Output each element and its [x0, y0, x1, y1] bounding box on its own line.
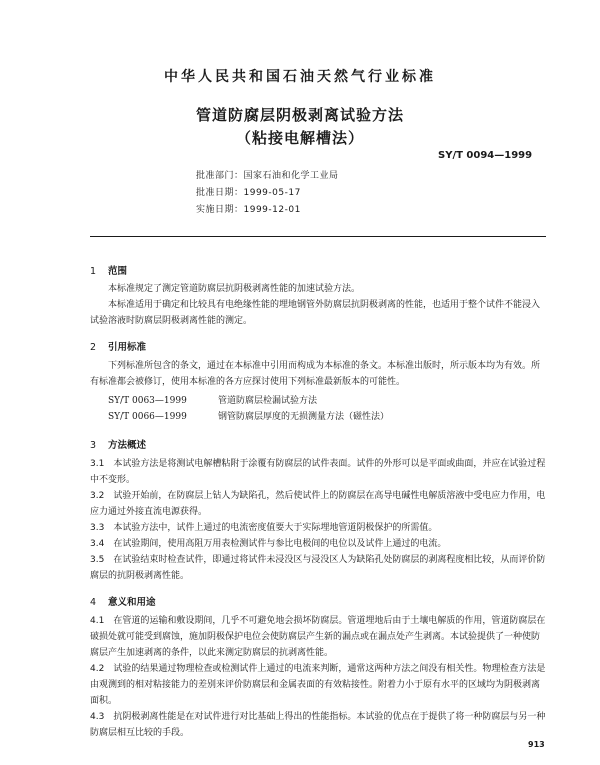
- standard-number: SY/T 0094—1999: [438, 150, 533, 161]
- section-1-heading: [90, 263, 127, 277]
- issuing-organization: 中华人民共和国石油天然气行业标准: [164, 69, 436, 85]
- section-2-number: 2: [90, 342, 97, 353]
- header-divider: [90, 236, 546, 237]
- reference-item: [108, 393, 317, 406]
- section-1-body: [90, 281, 546, 329]
- reference-code: SY/T 0063—1999: [108, 396, 187, 406]
- section-4-heading: [90, 594, 156, 608]
- section-3-title: 方法概述: [108, 440, 147, 451]
- reference-name: 管道防腐层检漏试验方法: [218, 396, 318, 406]
- reference-item: [108, 409, 389, 422]
- clause: 3.4 在试验期间，使用高阻万用表检测试件与参比电极间的电位以及试件上通过的电流。: [90, 539, 447, 549]
- document-subtitle: （粘接电解槽法）: [235, 129, 364, 147]
- clause: 3.5 在试验结束时检查试件，即通过将试件未浸没区与浸没区人为缺陷孔处防腐层的剥离程度相比较，从而评价防腐层的抗阴极剥离性能。: [90, 555, 546, 581]
- implementation-date: 实施日期：1999-12-01: [196, 205, 301, 215]
- approval-department: 批准部门：国家石油和化学工业局: [196, 171, 339, 181]
- approval-date: 批准日期：1999-05-17: [196, 188, 301, 198]
- section-4-body: [90, 613, 546, 741]
- clause: 4.1 在管道的运输和敷设期间，几乎不可避免地会损坏防腐层。管道埋地后由于土壤电解质的作用，管道防腐层在破损处就可能受到腐蚀，施加阴极保护电位会使防腐层产生新的漏点或在漏点处产生剥离。本试验提供了一种使防腐层产生加速剥离的条件，以此来测定防腐层的抗剥离性能。: [90, 616, 546, 658]
- section-3-heading: [90, 437, 146, 451]
- section-3-body: [90, 456, 546, 584]
- reference-name: 钢管防腐层厚度的无损测量方法（磁性法）: [218, 412, 390, 422]
- section-1-number: 1: [90, 266, 97, 277]
- clause: 3.2 试验开始前，在防腐层上钻人为缺陷孔，然后使试件上的防腐层在高导电碱性电解质溶液中受电应力作用，电应力通过外接直流电源获得。: [90, 491, 546, 517]
- section-4-title: 意义和用途: [108, 597, 156, 608]
- paragraph: 本标准适用于确定和比较具有电绝缘性能的埋地钢管外防腐层抗阴极剥离的性能，也适用于整个试件不能浸入试验溶液时防腐层阴极剥离性能的测定。: [90, 300, 541, 326]
- clause: 4.2 试验的结果通过物理检查或检测试件上通过的电流来判断，通常这两种方法之间没有相关性。物理检查方法是由观测到的相对粘接能力的差别来评价防腐层和金属表面的有效粘接性。附着力小于原有水平的区域均为阴极剥离面积。: [90, 664, 546, 706]
- section-3-number: 3: [90, 440, 97, 451]
- section-2-title: 引用标准: [108, 342, 147, 353]
- clause: 3.3 本试验方法中，试件上通过的电流密度值要大于实际埋地管道阴极保护的所需值。: [90, 523, 438, 533]
- paragraph: 本标准规定了测定管道防腐层抗阴极剥离性能的加速试验方法。: [108, 284, 361, 294]
- section-2-heading: [90, 339, 146, 353]
- section-2-body: [90, 358, 546, 390]
- paragraph: 下列标准所包含的条文，通过在本标准中引用而构成为本标准的条文。本标准出版时，所示版本均为有效。所有标准都会被修订，使用本标准的各方应探讨使用下列标准最新版本的可能性。: [90, 361, 541, 387]
- clause: 3.1 本试验方法是将测试电解槽粘附于涂覆有防腐层的试件表面。试件的外形可以是平面或曲面，并应在试验过程中不变形。: [90, 459, 546, 485]
- page-number: 913: [528, 740, 545, 749]
- document-title: 管道防腐层阴极剥离试验方法: [195, 106, 404, 124]
- reference-code: SY/T 0066—1999: [108, 412, 187, 422]
- clause: 4.3 抗阴极剥离性能是在对试件进行对比基础上得出的性能指标。本试验的优点在于提供了将一种防腐层与另一种防腐层相互比较的手段。: [90, 712, 546, 738]
- section-1-title: 范围: [108, 266, 128, 277]
- section-4-number: 4: [90, 597, 97, 608]
